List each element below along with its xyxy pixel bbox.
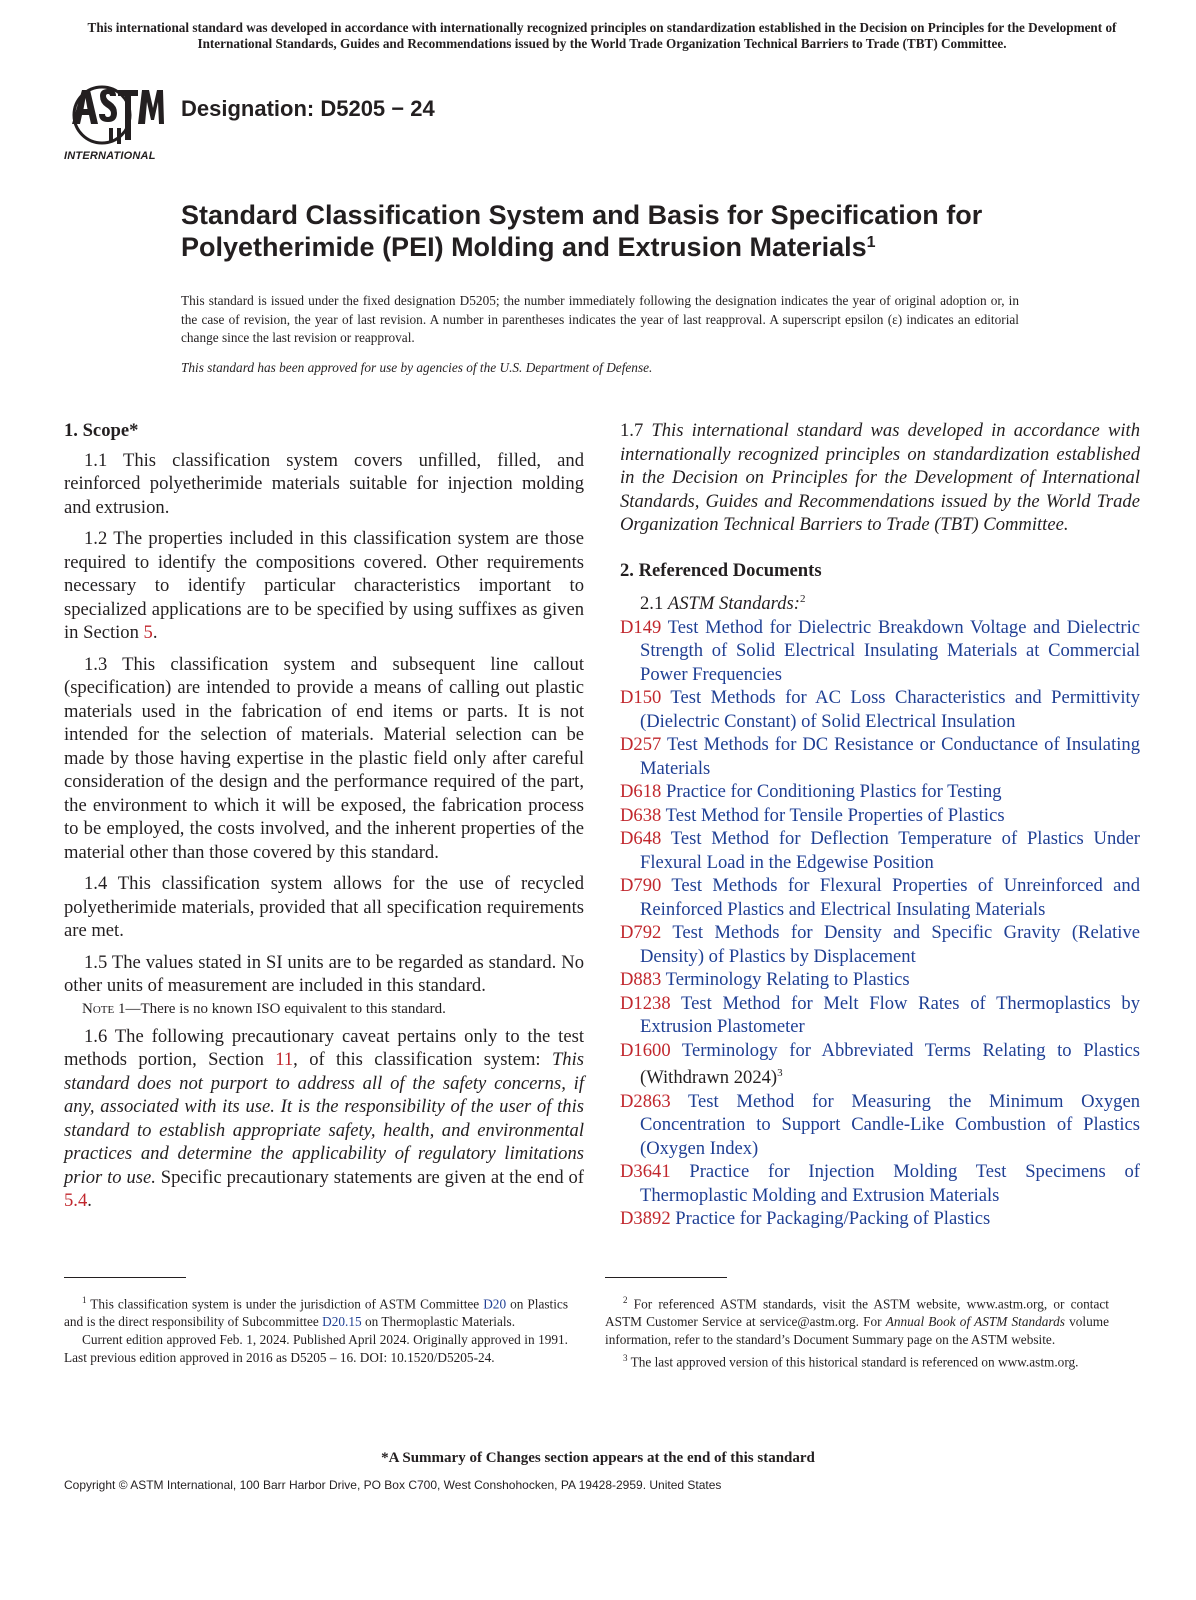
referenced-standard-item[interactable] [620, 804, 1140, 828]
paragraph-1-3: 1.3 This classification system and subsequent line callout (specification) are intended to provide a means of calling out plastic materials used in the fabrication of end items or parts. It is not intended for the selection of materials. Material selection can be made by those having expertise in the plastic field only after careful consideration of the design and the performance required of the part, the environment to which it will be exposed, the fabrication process to be employed, the costs involved, and the inherent properties of the material other than those covered by this standard. [64, 653, 584, 863]
referenced-standards-list [620, 616, 1140, 1231]
standard-code-link[interactable]: D3892 [620, 1208, 671, 1230]
standard-code-link[interactable]: D638 [620, 804, 662, 826]
title-footnote-mark: 1 [866, 234, 876, 251]
standard-title-link[interactable]: Test Method for Deflection Temperature of Plastics Under Flexural Load in the Edgewise Position [640, 828, 1140, 873]
dod-notice: This standard has been approved for use by agencies of the U.S. Department of Defense. [181, 360, 653, 375]
section-11-link[interactable]: 11 [275, 1049, 294, 1070]
standard-code-link[interactable]: D150 [620, 687, 662, 709]
title-line-2: Polyetherimide (PEI) Molding and Extrusion Materials [181, 232, 867, 262]
referenced-standard-item[interactable] [620, 921, 1140, 968]
referenced-standard-item[interactable] [620, 968, 1140, 992]
referenced-standard-item[interactable] [620, 686, 1140, 733]
paragraph-1-4: 1.4 This classification system allows for the use of recycled polyetherimide materials, provided that all specification requirements are met. [64, 873, 584, 941]
standard-title-link[interactable]: Terminology Relating to Plastics [665, 969, 910, 991]
scope-heading: 1. Scope* [64, 420, 139, 441]
referenced-standard-item[interactable] [620, 827, 1140, 874]
astm-standards-subheading: 2.1 ASTM Standards:$^2$ [640, 593, 806, 615]
title-line-1: Standard Classification System and Basis for Specification for [181, 200, 983, 230]
standard-code-link[interactable]: D149 [620, 616, 662, 638]
standard-code-link[interactable]: D790 [620, 875, 662, 897]
footnote-1: $^1$ This classification system is under the jurisdiction of ASTM Committee D20 on Plastics and is the direct responsibility of Subcommittee D20.15 on Thermoplastic Materials. [64, 1295, 568, 1330]
paragraph-1-7: 1.7 This international standard was developed in accordance with internationally recognized principles on standardization established in the Decision on Principles for the Development of International Standards, Guides and Recommendations issued by the World Trade Organization Technical Barriers to Trade (TBT) Committee. [620, 420, 1141, 535]
left-column [64, 419, 584, 1213]
standard-title-link[interactable]: Practice for Packaging/Packing of Plastics [675, 1208, 991, 1230]
referenced-standard-item[interactable] [620, 616, 1140, 687]
standard-title-link[interactable]: Test Method for Tensile Properties of Plastics [665, 804, 1005, 826]
astm-logo [64, 84, 170, 164]
referenced-standard-item[interactable] [620, 733, 1140, 780]
standard-code-link[interactable]: D3641 [620, 1161, 671, 1183]
standard-code-link[interactable]: D2863 [620, 1090, 671, 1112]
paragraph-1-5: 1.5 The values stated in SI units are to be regarded as standard. No other units of measurement are included in this standard. [64, 951, 584, 996]
top-notice: This international standard was developed in accordance with internationally recognized principles on standardization established in the Decision on Principles for the Development of International Standards, Guides and Recommendations issued by the World Trade Organization Technical Barriers to Trade (TBT) Committee. [87, 20, 1117, 51]
paragraph-1-1: 1.1 This classification system covers unfilled, filled, and reinforced polyetherimide materials suitable for injection molding and extrusion. [64, 449, 584, 518]
standard-code-link[interactable]: D257 [620, 734, 662, 756]
paragraph-1-2: 1.2 The properties included in this classification system are those required to identify the compositions covered. Other requirements necessary to identify particular characteristics important to specialized applications are to be specified by using suffixes as given in Section 5. [64, 528, 584, 643]
summary-of-changes-note: *A Summary of Changes section appears at the end of this standard [381, 1450, 815, 1466]
referenced-standard-item[interactable] [620, 1207, 1140, 1231]
standard-code-link[interactable]: D792 [620, 922, 662, 944]
paragraph-1-6: 1.6 The following precautionary caveat pertains only to the test methods portion, Section 11, of this classification system: This standard does not purport to address all of the safety concerns, if any, associated with its use. It is the responsibility of the user of this standard to establish appropriate safety, health, and environmental practices and determine the applicability of regulatory limitations prior to use. Specific precautionary statements are given at the end of 5.4. [64, 1025, 584, 1211]
standard-title-link[interactable]: Terminology for Abbreviated Terms Relating to Plastics [681, 1039, 1141, 1061]
logo-subtext: INTERNATIONAL [64, 150, 156, 162]
standard-title-link[interactable]: Test Method for Measuring the Minimum Oxygen Concentration to Support Candle-Like Combustion of Plastics (Oxygen Index) [640, 1090, 1140, 1159]
copyright-notice: Copyright © ASTM International, 100 Barr Harbor Drive, PO Box C700, West Conshohocken, PA 19428-2959. United States [64, 1478, 722, 1492]
standard-title-link[interactable]: Test Methods for Density and Specific Gravity (Relative Density) of Plastics by Displacement [640, 922, 1140, 967]
standard-code-link[interactable]: D1600 [620, 1039, 671, 1061]
section-5-link[interactable]: 5 [143, 622, 153, 643]
standard-title-link[interactable]: Test Methods for DC Resistance or Conductance of Insulating Materials [640, 734, 1140, 779]
referenced-standard-item[interactable] [620, 780, 1140, 804]
referenced-standard-item[interactable] [620, 1160, 1140, 1207]
note-1-label: Note 1 [82, 1000, 126, 1017]
footnote-divider-left [64, 1277, 186, 1278]
section-5-4-link[interactable]: 5.4 [64, 1190, 88, 1211]
standard-status: (Withdrawn 2024) [640, 1067, 778, 1089]
footnote-3: $^3$ The last approved version of this historical standard is referenced on www.astm.org. [623, 1353, 1079, 1370]
astm-logo-icon [64, 84, 164, 150]
standard-title-link[interactable]: Test Methods for AC Loss Characteristics and Permittivity (Dielectric Constant) of Solid Electrical Insulation [640, 687, 1140, 732]
standard-title-link[interactable]: Practice for Conditioning Plastics for Testing [665, 781, 1002, 803]
standard-code-link[interactable]: D618 [620, 781, 662, 803]
footnote-divider-right [605, 1277, 727, 1278]
subcommittee-d20-15-link[interactable]: D20.15 [322, 1314, 362, 1330]
right-column [620, 419, 1140, 1231]
standard-code-link[interactable]: D883 [620, 969, 662, 991]
standard-title-link[interactable]: Test Method for Dielectric Breakdown Voltage and Dielectric Strength of Solid Electrical Insulating Materials at Commercial Power Frequencies [640, 616, 1140, 685]
note-1: Note 1—There is no known ISO equivalent to this standard. [82, 1000, 446, 1017]
document-title [181, 199, 1081, 263]
referenced-standard-item[interactable] [620, 874, 1140, 921]
footnote-1-edition: Current edition approved Feb. 1, 2024. Published April 2024. Originally approved in 1991. Last previous edition approved in 2016 as D5205 – 16. DOI: 10.1520/D5205-24. [64, 1332, 568, 1366]
footnote-2: $^2$ For referenced ASTM standards, visit the ASTM website, www.astm.org, or contact ASTM Customer Service at service@astm.org. For Annual Book of ASTM Standards volume information, refer to the standard’s Document Summary page on the ASTM website. [605, 1295, 1109, 1348]
standard-title-link[interactable]: Practice for Injection Molding Test Specimens of Thermoplastic Molding and Extrusion Materials [640, 1161, 1140, 1206]
committee-d20-link[interactable]: D20 [483, 1296, 507, 1312]
referenced-documents-heading: 2. Referenced Documents [620, 559, 822, 581]
referenced-standard-item[interactable] [620, 992, 1140, 1039]
referenced-standard-item[interactable] [620, 1090, 1140, 1161]
standard-code-link[interactable]: D648 [620, 828, 662, 850]
issuance-statement: This standard is issued under the fixed designation D5205; the number immediately following the designation indicates the year of original adoption or, in the case of revision, the year of last revision. A number in parentheses indicates the year of last reapproval. A superscript epsilon (ε) indicates an editorial change since the last revision or reapproval. [181, 293, 1019, 345]
footnote-mark: 3 [777, 1067, 783, 1080]
footnotes-right [605, 1291, 1109, 1372]
standard-title-link[interactable]: Test Method for Melt Flow Rates of Thermoplastics by Extrusion Plastometer [640, 992, 1141, 1038]
designation: Designation: D5205 − 24 [181, 96, 435, 121]
standard-code-link[interactable]: D1238 [620, 992, 671, 1014]
referenced-standard-item[interactable] [620, 1039, 1140, 1090]
footnotes-left [64, 1291, 568, 1367]
standard-title-link[interactable]: Test Methods for Flexural Properties of Unreinforced and Reinforced Plastics and Electrical Insulating Materials [640, 875, 1141, 920]
